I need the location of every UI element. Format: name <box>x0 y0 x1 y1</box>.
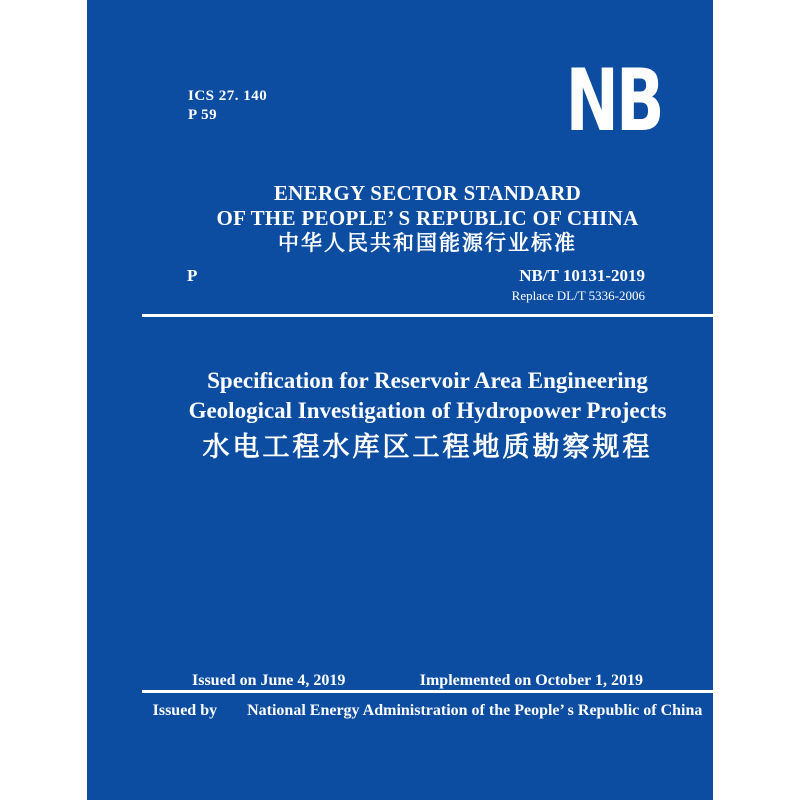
replaces-note: Replace DL/T 5336-2006 <box>511 288 645 303</box>
cover-page <box>87 0 713 800</box>
ics-code-text: ICS 27. 140 <box>188 88 268 104</box>
implemented-on-text: Implemented on October 1, 2019 <box>419 672 643 689</box>
standard-code-text: NB/T 10131-2019 <box>519 266 645 285</box>
standard-org-block <box>142 181 713 257</box>
issued-by-row <box>142 701 713 720</box>
top-divider-rule <box>142 314 713 317</box>
title-cn: 水电工程水库区工程地质勘察规程 <box>202 432 653 462</box>
cover-content <box>142 0 713 800</box>
issued-by-label: Issued by <box>152 702 218 719</box>
title-en-line2: Geological Investigation of Hydropower Projects <box>188 398 667 423</box>
bottom-divider-rule <box>142 690 713 693</box>
title-en-line1: Specification for Reservoir Area Engineering <box>207 368 648 393</box>
issued-by-value: National Energy Administration of the People’ s Republic of China <box>247 702 703 719</box>
dates-row <box>142 671 713 690</box>
nb-logo-text: NB <box>566 51 662 151</box>
standard-code-block <box>512 266 645 303</box>
title-block <box>142 366 713 464</box>
header-line-1: ENERGY SECTOR STANDARD <box>273 181 582 205</box>
header-line-cn: 中华人民共和国能源行业标准 <box>278 232 577 255</box>
doc-class-letter: P <box>187 266 198 285</box>
footer-block <box>142 671 713 720</box>
nb-logo <box>532 51 662 151</box>
class-number-text: P 59 <box>188 107 218 123</box>
header-line-2: OF THE PEOPLE’ S REPUBLIC OF CHINA <box>216 206 639 230</box>
code-row <box>142 266 713 303</box>
issued-on-text: Issued on June 4, 2019 <box>192 672 346 689</box>
